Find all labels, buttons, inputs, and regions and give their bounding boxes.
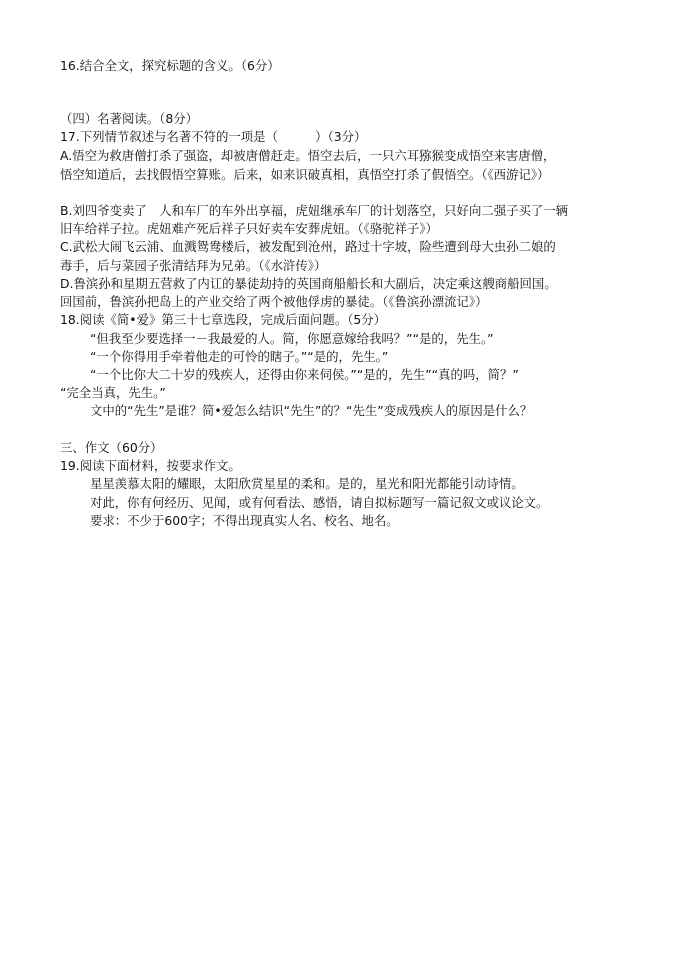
question-17-option-d-line1: D.鲁滨孙和星期五营救了内讧的暴徒劫持的英国商船船长和大副后，决定乘这艘商船回国。	[60, 276, 557, 291]
section-4-heading: （四）名著阅读。（8分）	[60, 111, 198, 126]
question-17-option-b-line1: B.刘四爷变卖了 人和车厂的车外出享福，虎妞继承车厂的计划落空，只好向二强子买了一辆	[60, 203, 569, 218]
question-18-quote-1: “但我至少要选择一－我最爱的人。简，你愿意嫁给我吗？”“是的，先生。”	[90, 331, 494, 346]
question-17-stem: 17.下列情节叙述与名著不符的一项是（ ）（3分）	[60, 129, 367, 144]
question-17-option-a-line1: A.悟空为救唐僧打杀了强盗，却被唐僧赶走。悟空去后，一只六耳猕猴变成悟空来害唐僧，	[60, 148, 556, 163]
question-17-option-d-line2: 回国前，鲁滨孙把岛上的产业交给了两个被他俘虏的暴徒。（《鲁滨孙漂流记》）	[60, 294, 488, 309]
question-19-material: 星星羡慕太阳的耀眼，太阳欣赏星星的柔和。是的，星光和阳光都能引动诗情。	[90, 476, 524, 491]
question-18-question: 文中的“先生”是谁？简•爱怎么结识“先生”的？“先生”变成残疾人的原因是什么？	[90, 403, 533, 418]
question-17-option-c-line1: C.武松大闹飞云浦、血溅鸳鸯楼后，被发配到沧州，路过十字坡，险些遭到母大虫孙二娘的	[60, 239, 556, 254]
question-19-instruction: 对此，你有何经历、见闻，或有何看法、感悟，请自拟标题写一篇记叙文或议论文。	[90, 495, 549, 510]
question-17-option-c-line2: 毒手，后与菜园子张清结拜为兄弟。（《水浒传》）	[60, 258, 327, 273]
question-18-stem: 18.阅读《简•爱》第三十七章选段，完成后面问题。（5分）	[60, 312, 387, 327]
section-3-heading: 三、作文（60分）	[60, 440, 163, 455]
question-18-quote-3: “一个比你大二十岁的残疾人，还得由你来伺侯。”“是的，先生”“真的吗，简？”	[90, 367, 519, 382]
question-18-quote-4: “完全当真，先生。”	[60, 385, 166, 400]
question-17-option-a-line2: 悟空知道后，去找假悟空算账。后来，如来识破真相，真悟空打杀了假悟空。（《西游记》）	[60, 167, 550, 182]
question-18-quote-2: “一个你得用手牵着他走的可怜的瞎子。”“是的，先生。”	[90, 349, 389, 364]
question-16: 16.结合全文，探究标题的含义。（6分）	[60, 58, 280, 73]
question-19-stem: 19.阅读下面材料，按要求作文。	[60, 458, 241, 473]
question-17-option-b-line2: 旧车给祥子拉。虎妞难产死后祥子只好卖车安葬虎妞。（《骆驼祥子》）	[60, 221, 438, 236]
question-19-requirement: 要求：不少于600字；不得出现真实人名、校名、地名。	[90, 513, 399, 528]
